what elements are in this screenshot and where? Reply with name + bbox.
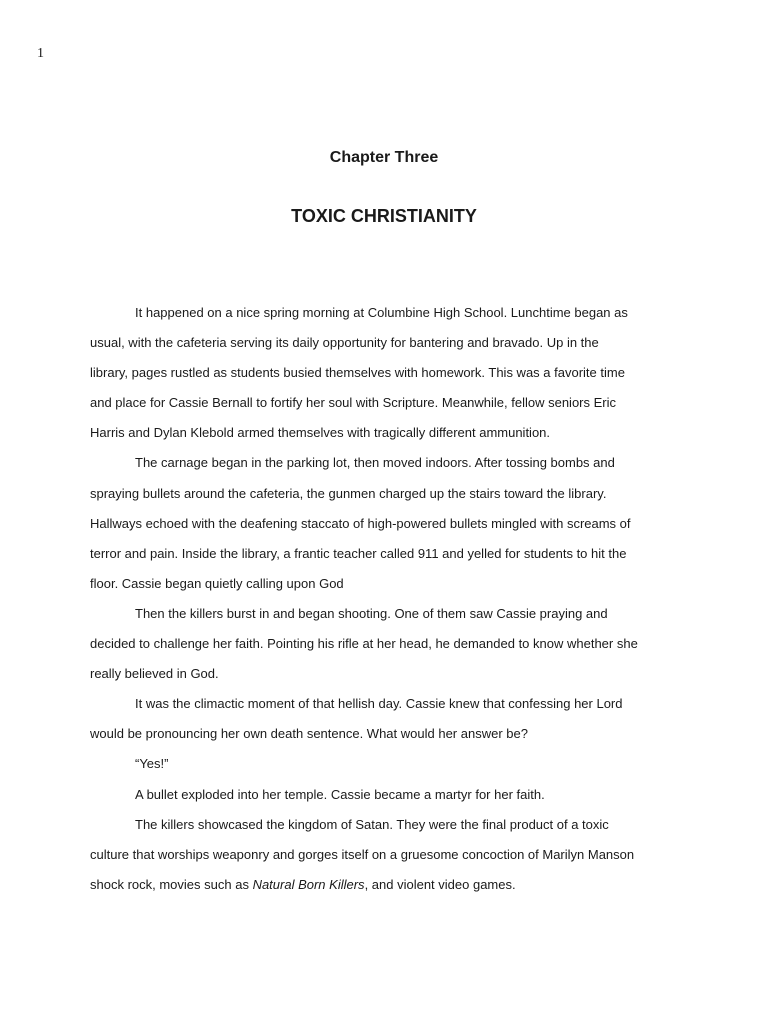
text-line: decided to challenge her faith. Pointing his rifle at her head, he demanded to know whether she [90,636,638,652]
text-line: “Yes!” [135,756,169,772]
chapter-body [90,298,690,900]
paragraph [90,689,690,749]
page-number: 1 [37,46,44,61]
text-line [90,870,690,900]
text-line: Then the killers burst in and began shooting. One of them saw Cassie praying and [135,605,608,621]
text-line: spraying bullets around the cafeteria, the gunmen charged up the stairs toward the library. [90,485,607,501]
paragraph [90,749,690,779]
text-line: The killers showcased the kingdom of Satan. They were the final product of a toxic [135,816,609,832]
text-line: A bullet exploded into her temple. Cassie became a martyr for her faith. [135,786,545,802]
text-line: really believed in God. [90,666,219,682]
paragraph [90,780,690,810]
paragraph [90,448,690,598]
text-line: terror and pain. Inside the library, a frantic teacher called 911 and yelled for students to hit the [90,545,627,561]
paragraph [90,298,690,448]
text-line: The carnage began in the parking lot, then moved indoors. After tossing bombs and [135,455,615,471]
text-line: It happened on a nice spring morning at Columbine High School. Lunchtime began as [135,305,628,320]
text-line: culture that worships weaponry and gorges itself on a gruesome concoction of Marilyn Manson [90,846,635,862]
text-line: Harris and Dylan Klebold armed themselves with tragically different ammunition. [90,425,551,441]
chapter-label: Chapter Three [329,149,439,166]
paragraph [90,599,690,689]
film-title: Natural Born Killers [252,876,365,892]
text-line: floor. Cassie began quietly calling upon God [90,575,344,591]
text-line: It was the climactic moment of that hellish day. Cassie knew that confessing her Lord [135,696,623,712]
text-run: shock rock, movies such as [90,876,253,892]
text-line: library, pages rustled as students busied themselves with homework. This was a favorite time [90,365,625,381]
chapter-title: TOXIC CHRISTIANITY [291,206,477,226]
paragraph [90,810,690,900]
text-line: Hallways echoed with the deafening staccato of high-powered bullets mingled with screams of [90,515,631,531]
text-line: usual, with the cafeteria serving its daily opportunity for bantering and bravado. Up in the [90,335,599,351]
text-line: would be pronouncing her own death sentence. What would her answer be? [90,726,528,742]
text-run: , and violent video games. [364,876,516,892]
text-line: and place for Cassie Bernall to fortify her soul with Scripture. Meanwhile, fellow seniors Eric [90,395,617,411]
